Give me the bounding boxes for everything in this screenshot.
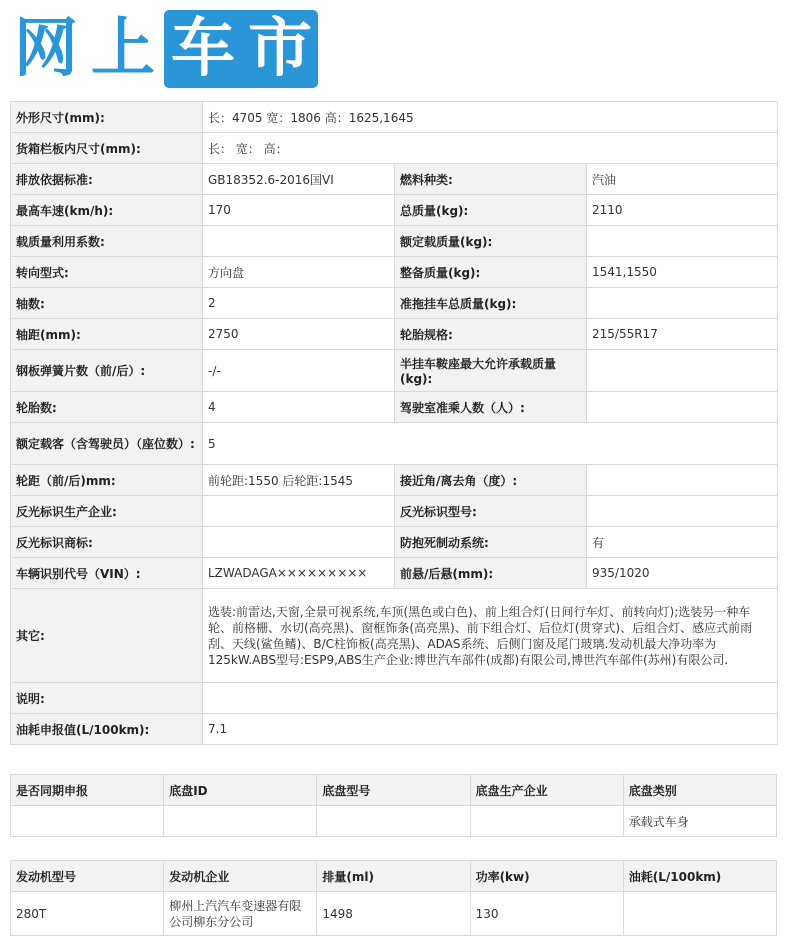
engine-cell-maker: 柳州上汽汽车变速器有限公司柳东分公司 bbox=[164, 892, 317, 936]
saddle-label: 半挂车鞍座最大允许承载质量(kg): bbox=[395, 350, 587, 392]
cab-value bbox=[587, 392, 778, 423]
rated-load-label: 额定载质量(kg): bbox=[395, 226, 587, 257]
emission-label: 排放依据标准: bbox=[11, 164, 203, 195]
table-row bbox=[11, 527, 778, 558]
tire-value: 215/55R17 bbox=[587, 319, 778, 350]
table-row bbox=[11, 423, 778, 465]
reflect-maker-value bbox=[203, 496, 395, 527]
chassis-cell-model bbox=[317, 806, 470, 837]
dimensions-label: 外形尺寸(mm): bbox=[11, 102, 203, 133]
cargo-label: 货箱栏板内尺寸(mm): bbox=[11, 133, 203, 164]
logo-char-4: 市 bbox=[242, 10, 318, 88]
table-row bbox=[11, 392, 778, 423]
reflect-model-label: 反光标识型号: bbox=[395, 496, 587, 527]
engine-header-fuel: 油耗(L/100km) bbox=[623, 861, 776, 892]
site-logo[interactable] bbox=[8, 10, 318, 88]
steering-label: 转向型式: bbox=[11, 257, 203, 288]
tire-count-label: 轮胎数: bbox=[11, 392, 203, 423]
track-value: 前轮距:1550 后轮距:1545 bbox=[203, 465, 395, 496]
steering-value: 方向盘 bbox=[203, 257, 395, 288]
track-label: 轮距（前/后)mm: bbox=[11, 465, 203, 496]
saddle-value bbox=[587, 350, 778, 392]
trailer-mass-label: 准拖挂车总质量(kg): bbox=[395, 288, 587, 319]
overhang-label: 前悬/后悬(mm): bbox=[395, 558, 587, 589]
fuel-label: 燃料种类: bbox=[395, 164, 587, 195]
chassis-header-type: 底盘类别 bbox=[623, 775, 776, 806]
curb-mass-label: 整备质量(kg): bbox=[395, 257, 587, 288]
curb-mass-value: 1541,1550 bbox=[587, 257, 778, 288]
trailer-mass-value bbox=[587, 288, 778, 319]
chassis-header-maker: 底盘生产企业 bbox=[470, 775, 623, 806]
other-label: 其它: bbox=[11, 589, 203, 683]
engine-header-model: 发动机型号 bbox=[11, 861, 164, 892]
note-label: 说明: bbox=[11, 683, 203, 714]
emission-value: GB18352.6-2016国VI bbox=[203, 164, 395, 195]
abs-label: 防抱死制动系统: bbox=[395, 527, 587, 558]
wheelbase-value: 2750 bbox=[203, 319, 395, 350]
table-row bbox=[11, 288, 778, 319]
abs-value: 有 bbox=[587, 527, 778, 558]
table-header-row bbox=[11, 861, 777, 892]
cargo-value: 长： 宽： 高： bbox=[203, 133, 778, 164]
table-row bbox=[11, 195, 778, 226]
total-mass-label: 总质量(kg): bbox=[395, 195, 587, 226]
logo-char-2: 上 bbox=[91, 12, 155, 86]
load-util-value bbox=[203, 226, 395, 257]
tire-count-value: 4 bbox=[203, 392, 395, 423]
table-row bbox=[11, 319, 778, 350]
reflect-brand-label: 反光标识商标: bbox=[11, 527, 203, 558]
angle-label: 接近角/离去角（度）: bbox=[395, 465, 587, 496]
engine-table bbox=[10, 860, 777, 936]
spec-table bbox=[10, 101, 778, 745]
table-row bbox=[11, 102, 778, 133]
table-row bbox=[11, 496, 778, 527]
dimensions-value: 长：4705 宽：1806 高：1625,1645 bbox=[203, 102, 778, 133]
reflect-maker-label: 反光标识生产企业: bbox=[11, 496, 203, 527]
table-row bbox=[11, 806, 777, 837]
vin-label: 车辆识别代号（VIN）: bbox=[11, 558, 203, 589]
table-row bbox=[11, 226, 778, 257]
reflect-brand-value bbox=[203, 527, 395, 558]
table-row bbox=[11, 714, 778, 745]
wheelbase-label: 轴距(mm): bbox=[11, 319, 203, 350]
other-value: 选装:前雷达,天窗,全景可视系统,车顶(黑色或白色)、前上组合灯(日间行车灯、前转向灯);选装另一种车轮、前格栅、水切(高亮黑)、窗框饰条(高亮黑)、前下组合灯、后位灯(贯穿式)、后组合灯、感应式前雨刮、天线(鲨鱼鳍)、B/C柱饰板(高亮黑)、ADAS系统、后侧门窗及尾门玻璃.发动机最大净功率为125kW.ABS型号:ESP9,ABS生产企业:博世汽车部件(成都)有限公司,博世汽车部件(苏州)有限公司. bbox=[203, 589, 778, 683]
fuel-value: 汽油 bbox=[587, 164, 778, 195]
table-row bbox=[11, 164, 778, 195]
table-row bbox=[11, 558, 778, 589]
axles-label: 轴数: bbox=[11, 288, 203, 319]
chassis-header-model: 底盘型号 bbox=[317, 775, 470, 806]
table-row bbox=[11, 133, 778, 164]
table-row bbox=[11, 892, 777, 936]
max-speed-value: 170 bbox=[203, 195, 395, 226]
angle-value bbox=[587, 465, 778, 496]
engine-cell-power: 130 bbox=[470, 892, 623, 936]
seats-label: 额定载客（含驾驶员）（座位数）: bbox=[11, 423, 203, 465]
reflect-model-value bbox=[587, 496, 778, 527]
total-mass-value: 2110 bbox=[587, 195, 778, 226]
engine-cell-displacement: 1498 bbox=[317, 892, 470, 936]
axles-value: 2 bbox=[203, 288, 395, 319]
chassis-cell-id bbox=[164, 806, 317, 837]
max-speed-label: 最高车速(km/h): bbox=[11, 195, 203, 226]
logo-char-1: 网 bbox=[14, 12, 78, 86]
load-util-label: 载质量利用系数: bbox=[11, 226, 203, 257]
table-row bbox=[11, 350, 778, 392]
engine-header-power: 功率(kw) bbox=[470, 861, 623, 892]
table-row bbox=[11, 257, 778, 288]
table-row bbox=[11, 465, 778, 496]
leaf-spring-label: 钢板弹簧片数（前/后）: bbox=[11, 350, 203, 392]
chassis-cell-type: 承载式车身 bbox=[623, 806, 776, 837]
tire-label: 轮胎规格: bbox=[395, 319, 587, 350]
chassis-cell-maker bbox=[470, 806, 623, 837]
logo-char-3: 车 bbox=[164, 10, 242, 88]
table-row bbox=[11, 683, 778, 714]
engine-cell-fuel bbox=[623, 892, 776, 936]
vin-value: LZWADAGA××××××××× bbox=[203, 558, 395, 589]
leaf-spring-value: -/- bbox=[203, 350, 395, 392]
note-value bbox=[203, 683, 778, 714]
chassis-header-id: 底盘ID bbox=[164, 775, 317, 806]
table-row bbox=[11, 589, 778, 683]
engine-header-maker: 发动机企业 bbox=[164, 861, 317, 892]
seats-value: 5 bbox=[203, 423, 778, 465]
fuel-consumption-value: 7.1 bbox=[203, 714, 778, 745]
engine-cell-model: 280T bbox=[11, 892, 164, 936]
rated-load-value bbox=[587, 226, 778, 257]
engine-header-displacement: 排量(ml) bbox=[317, 861, 470, 892]
chassis-header-sync: 是否同期申报 bbox=[11, 775, 164, 806]
overhang-value: 935/1020 bbox=[587, 558, 778, 589]
table-header-row bbox=[11, 775, 777, 806]
chassis-cell-sync bbox=[11, 806, 164, 837]
cab-label: 驾驶室准乘人数（人）: bbox=[395, 392, 587, 423]
chassis-table bbox=[10, 774, 777, 837]
fuel-consumption-label: 油耗申报值(L/100km): bbox=[11, 714, 203, 745]
